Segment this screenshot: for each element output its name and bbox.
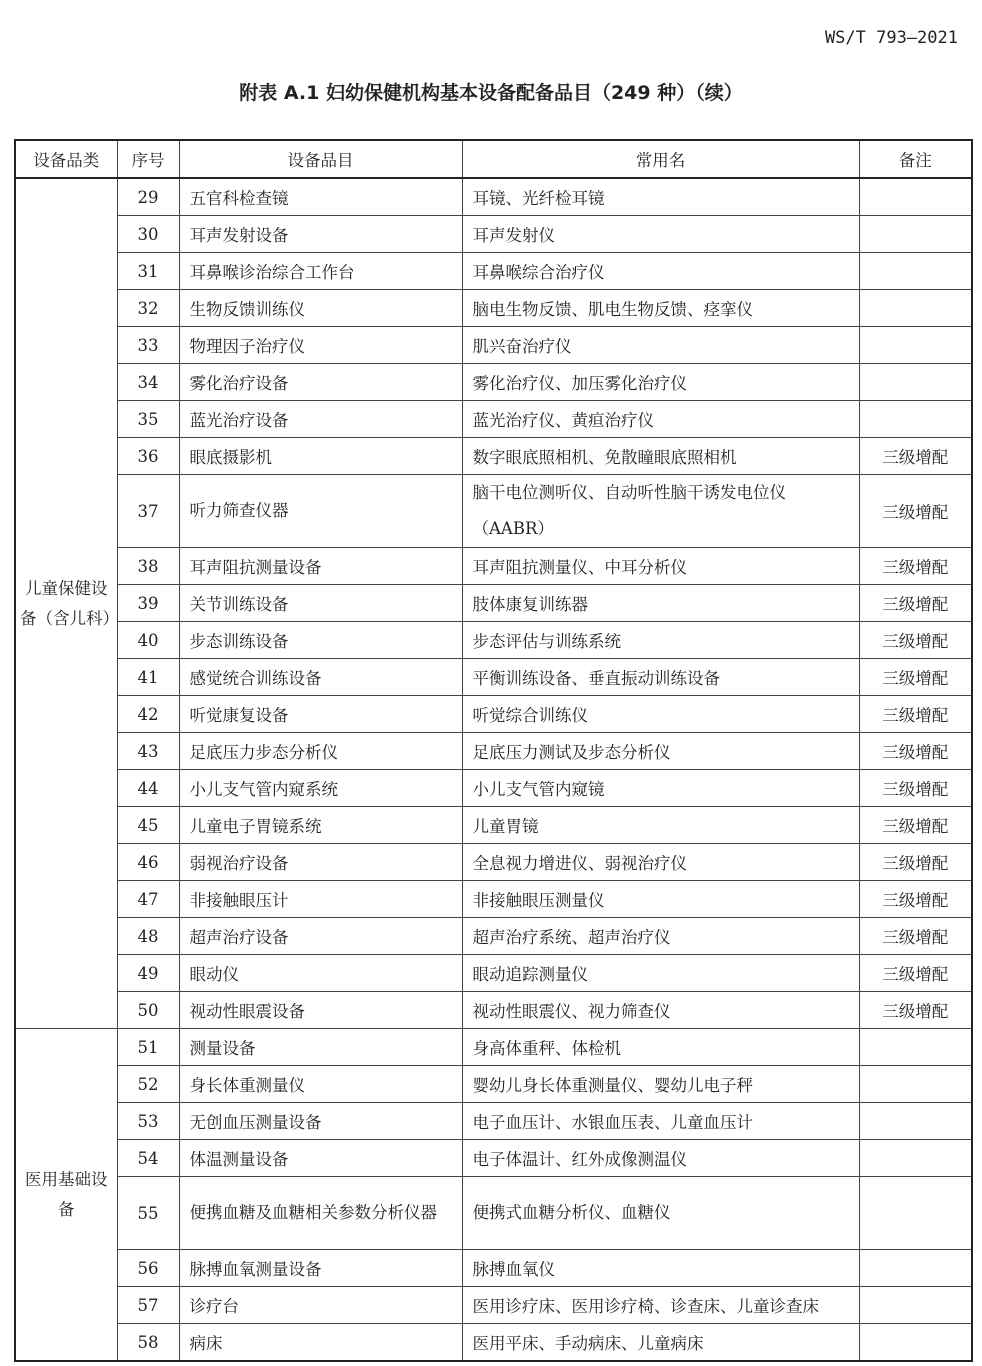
note-cell: 三级增配 xyxy=(859,844,972,881)
common-name-cell: 便携式血糖分析仪、血糖仪 xyxy=(462,1177,859,1250)
table-row xyxy=(15,918,972,955)
item-cell: 生物反馈训练仪 xyxy=(179,290,462,327)
document-number: WS/T 793—2021 xyxy=(824,28,958,48)
item-cell: 非接触眼压计 xyxy=(179,881,462,918)
common-name-cell: 耳声发射仪 xyxy=(462,216,859,253)
table-title: 附表 A.1 妇幼保健机构基本设备配备品目（249 种）（续） xyxy=(239,82,743,104)
common-name-cell: 听觉综合训练仪 xyxy=(462,696,859,733)
note-cell: 三级增配 xyxy=(859,992,972,1029)
item-cell: 关节训练设备 xyxy=(179,585,462,622)
note-cell: 三级增配 xyxy=(859,918,972,955)
table-row xyxy=(15,438,972,475)
table-row xyxy=(15,548,972,585)
number-cell: 46 xyxy=(117,844,179,881)
number-cell: 55 xyxy=(117,1177,179,1250)
number-cell: 29 xyxy=(117,178,179,216)
note-cell xyxy=(859,1177,972,1250)
common-name-cell: 儿童胃镜 xyxy=(462,807,859,844)
note-cell xyxy=(859,216,972,253)
common-name-cell: 脑电生物反馈、肌电生物反馈、痉挛仪 xyxy=(462,290,859,327)
item-cell: 五官科检查镜 xyxy=(179,178,462,216)
item-cell: 身长体重测量仪 xyxy=(179,1066,462,1103)
header-number: 序号 xyxy=(117,140,179,178)
header-category: 设备品类 xyxy=(15,140,117,178)
table-row xyxy=(15,178,972,216)
table-row xyxy=(15,216,972,253)
number-cell: 39 xyxy=(117,585,179,622)
item-cell: 测量设备 xyxy=(179,1029,462,1066)
number-cell: 56 xyxy=(117,1250,179,1287)
common-name-cell: 脑干电位测听仪、自动听性脑干诱发电位仪（AABR） xyxy=(462,475,859,548)
note-cell: 三级增配 xyxy=(859,585,972,622)
common-name-cell: 眼动追踪测量仪 xyxy=(462,955,859,992)
common-name-cell: 肢体康复训练器 xyxy=(462,585,859,622)
item-cell: 眼底摄影机 xyxy=(179,438,462,475)
note-cell xyxy=(859,1066,972,1103)
common-name-cell: 雾化治疗仪、加压雾化治疗仪 xyxy=(462,364,859,401)
item-cell: 小儿支气管内窥系统 xyxy=(179,770,462,807)
common-name-cell: 平衡训练设备、垂直振动训练设备 xyxy=(462,659,859,696)
number-cell: 53 xyxy=(117,1103,179,1140)
item-cell: 耳鼻喉诊治综合工作台 xyxy=(179,253,462,290)
table-row xyxy=(15,881,972,918)
number-cell: 50 xyxy=(117,992,179,1029)
item-cell: 病床 xyxy=(179,1324,462,1362)
table-row xyxy=(15,955,972,992)
table-row xyxy=(15,253,972,290)
number-cell: 33 xyxy=(117,327,179,364)
item-cell: 雾化治疗设备 xyxy=(179,364,462,401)
table-row xyxy=(15,770,972,807)
note-cell: 三级增配 xyxy=(859,622,972,659)
number-cell: 41 xyxy=(117,659,179,696)
item-cell: 物理因子治疗仪 xyxy=(179,327,462,364)
table-row xyxy=(15,1103,972,1140)
common-name-cell: 医用平床、手动病床、儿童病床 xyxy=(462,1324,859,1362)
note-cell: 三级增配 xyxy=(859,807,972,844)
common-name-cell: 肌兴奋治疗仪 xyxy=(462,327,859,364)
table-row xyxy=(15,327,972,364)
number-cell: 58 xyxy=(117,1324,179,1362)
table-row xyxy=(15,1324,972,1362)
note-cell: 三级增配 xyxy=(859,770,972,807)
table-row xyxy=(15,1140,972,1177)
table-row xyxy=(15,1250,972,1287)
common-name-cell: 蓝光治疗仪、黄疸治疗仪 xyxy=(462,401,859,438)
item-cell: 感觉统合训练设备 xyxy=(179,659,462,696)
note-cell xyxy=(859,1250,972,1287)
note-cell: 三级增配 xyxy=(859,955,972,992)
item-cell: 无创血压测量设备 xyxy=(179,1103,462,1140)
note-cell: 三级增配 xyxy=(859,438,972,475)
table-row xyxy=(15,1066,972,1103)
note-cell: 三级增配 xyxy=(859,733,972,770)
common-name-cell: 电子体温计、红外成像测温仪 xyxy=(462,1140,859,1177)
common-name-cell: 步态评估与训练系统 xyxy=(462,622,859,659)
header-note: 备注 xyxy=(859,140,972,178)
item-cell: 耳声发射设备 xyxy=(179,216,462,253)
number-cell: 57 xyxy=(117,1287,179,1324)
note-cell xyxy=(859,364,972,401)
note-cell xyxy=(859,401,972,438)
number-cell: 43 xyxy=(117,733,179,770)
table-row xyxy=(15,585,972,622)
common-name-cell: 超声治疗系统、超声治疗仪 xyxy=(462,918,859,955)
number-cell: 48 xyxy=(117,918,179,955)
number-cell: 37 xyxy=(117,475,179,548)
note-cell: 三级增配 xyxy=(859,881,972,918)
number-cell: 42 xyxy=(117,696,179,733)
common-name-cell: 耳声阻抗测量仪、中耳分析仪 xyxy=(462,548,859,585)
common-name-cell: 脉搏血氧仪 xyxy=(462,1250,859,1287)
item-cell: 脉搏血氧测量设备 xyxy=(179,1250,462,1287)
table-row xyxy=(15,364,972,401)
header-row xyxy=(15,140,972,178)
note-cell: 三级增配 xyxy=(859,696,972,733)
common-name-cell: 视动性眼震仪、视力筛查仪 xyxy=(462,992,859,1029)
item-cell: 听觉康复设备 xyxy=(179,696,462,733)
number-cell: 51 xyxy=(117,1029,179,1066)
item-cell: 听力筛查仪器 xyxy=(179,475,462,548)
common-name-cell: 医用诊疗床、医用诊疗椅、诊查床、儿童诊查床 xyxy=(462,1287,859,1324)
item-cell: 蓝光治疗设备 xyxy=(179,401,462,438)
number-cell: 38 xyxy=(117,548,179,585)
note-cell: 三级增配 xyxy=(859,659,972,696)
category-cell: 医用基础设备 xyxy=(15,1029,117,1362)
note-cell xyxy=(859,1103,972,1140)
number-cell: 45 xyxy=(117,807,179,844)
table-row xyxy=(15,1177,972,1250)
number-cell: 40 xyxy=(117,622,179,659)
common-name-cell: 小儿支气管内窥镜 xyxy=(462,770,859,807)
item-cell: 足底压力步态分析仪 xyxy=(179,733,462,770)
table-row xyxy=(15,733,972,770)
common-name-cell: 数字眼底照相机、免散瞳眼底照相机 xyxy=(462,438,859,475)
table-row xyxy=(15,844,972,881)
number-cell: 54 xyxy=(117,1140,179,1177)
common-name-cell: 耳鼻喉综合治疗仪 xyxy=(462,253,859,290)
common-name-cell: 身高体重秤、体检机 xyxy=(462,1029,859,1066)
number-cell: 44 xyxy=(117,770,179,807)
note-cell: 三级增配 xyxy=(859,548,972,585)
equipment-table xyxy=(14,139,973,1362)
table-row xyxy=(15,622,972,659)
note-cell xyxy=(859,1324,972,1362)
common-name-cell: 婴幼儿身长体重测量仪、婴幼儿电子秤 xyxy=(462,1066,859,1103)
item-cell: 诊疗台 xyxy=(179,1287,462,1324)
note-cell xyxy=(859,327,972,364)
table-row xyxy=(15,807,972,844)
note-cell xyxy=(859,1140,972,1177)
item-cell: 眼动仪 xyxy=(179,955,462,992)
item-cell: 儿童电子胃镜系统 xyxy=(179,807,462,844)
note-cell xyxy=(859,253,972,290)
note-cell xyxy=(859,290,972,327)
table-row xyxy=(15,475,972,548)
common-name-cell: 电子血压计、水银血压表、儿童血压计 xyxy=(462,1103,859,1140)
number-cell: 34 xyxy=(117,364,179,401)
table-row xyxy=(15,1287,972,1324)
number-cell: 36 xyxy=(117,438,179,475)
common-name-cell: 非接触眼压测量仪 xyxy=(462,881,859,918)
number-cell: 32 xyxy=(117,290,179,327)
common-name-cell: 耳镜、光纤检耳镜 xyxy=(462,178,859,216)
category-cell: 儿童保健设备（含儿科） xyxy=(15,178,117,1029)
item-cell: 耳声阻抗测量设备 xyxy=(179,548,462,585)
table-row xyxy=(15,992,972,1029)
item-cell: 弱视治疗设备 xyxy=(179,844,462,881)
table-row xyxy=(15,290,972,327)
common-name-cell: 全息视力增进仪、弱视治疗仪 xyxy=(462,844,859,881)
table-row xyxy=(15,659,972,696)
item-cell: 便携血糖及血糖相关参数分析仪器 xyxy=(179,1177,462,1250)
item-cell: 体温测量设备 xyxy=(179,1140,462,1177)
number-cell: 30 xyxy=(117,216,179,253)
note-cell xyxy=(859,178,972,216)
header-item: 设备品目 xyxy=(179,140,462,178)
common-name-cell: 足底压力测试及步态分析仪 xyxy=(462,733,859,770)
number-cell: 49 xyxy=(117,955,179,992)
item-cell: 步态训练设备 xyxy=(179,622,462,659)
table-row xyxy=(15,1029,972,1066)
item-cell: 视动性眼震设备 xyxy=(179,992,462,1029)
item-cell: 超声治疗设备 xyxy=(179,918,462,955)
number-cell: 35 xyxy=(117,401,179,438)
note-cell xyxy=(859,1029,972,1066)
table-row xyxy=(15,696,972,733)
note-cell: 三级增配 xyxy=(859,475,972,548)
header-common-name: 常用名 xyxy=(462,140,859,178)
number-cell: 31 xyxy=(117,253,179,290)
number-cell: 52 xyxy=(117,1066,179,1103)
number-cell: 47 xyxy=(117,881,179,918)
table-row xyxy=(15,401,972,438)
note-cell xyxy=(859,1287,972,1324)
